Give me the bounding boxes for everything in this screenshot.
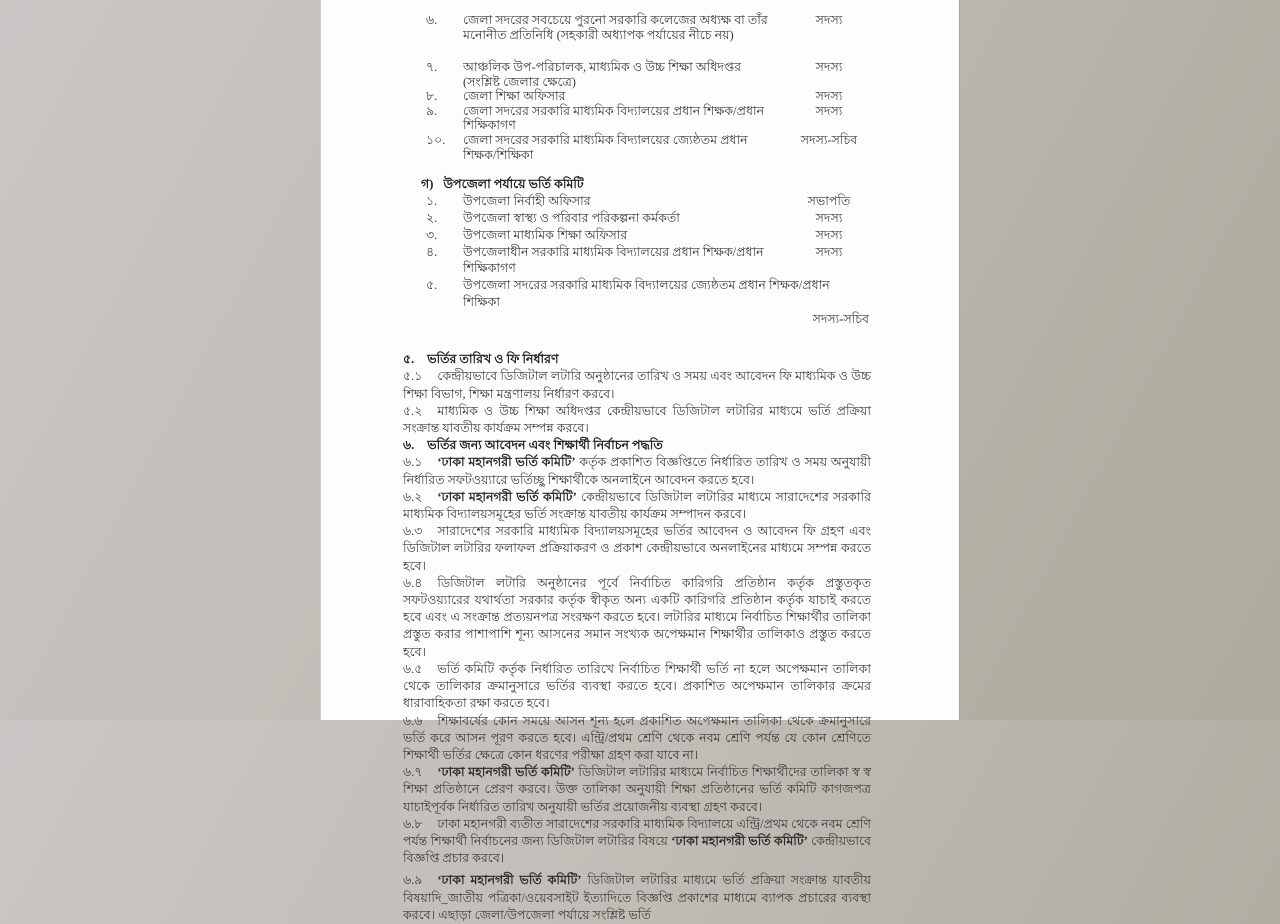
serial-number: ৮.: [426, 89, 438, 104]
clause-text: মাধ্যমিক ও উচ্চ শিক্ষা অধিদপ্তর কেন্দ্রীয়ভাবে ডিজিটাল লটারির মাধ্যমে ভর্তি প্রক্রিয়া সংক্রান্ত যাবতীয় কার্যক্রম সম্পন্ন করবে।: [403, 403, 871, 436]
member-role: সদস্য: [815, 89, 843, 104]
clause-bold-text: ‘ঢাকা মহানগরী ভর্তি কমিটি’: [437, 765, 575, 780]
section-number: ৬.: [403, 438, 415, 453]
serial-number: ৭.: [426, 60, 438, 74]
committee-row: [403, 227, 871, 244]
member-role: সদস্য: [815, 210, 843, 225]
clause-text: ভর্তি কমিটি কর্তৃক নির্ধারিত তারিখে নির্বাচিত শিক্ষার্থী ভর্তি না হলে অপেক্ষমান তালিকা থেকে তালিকার ক্রমানুসারে ভর্তির ব্যবস্থা করতে হবে। প্রকাশিত অপেক্ষমান তালিকার ক্রমের ধারাবাহিকতা রক্ষা করতে হবে।: [403, 661, 871, 711]
member-role: সভাপতি: [807, 194, 851, 209]
district-committee-tail: [403, 60, 871, 162]
clause-paragraph: [403, 713, 871, 765]
upazila-committee-list: [403, 176, 871, 327]
serial-number: ৩.: [426, 227, 438, 242]
upazila-committee-heading: [403, 176, 871, 193]
clause-number: ৬.৫: [403, 661, 423, 676]
document-page: [320, 0, 960, 922]
member-role: সদস্য: [815, 227, 843, 242]
clause-paragraph: [403, 764, 871, 816]
member-role: সদস্য: [815, 13, 843, 27]
clause-number: ৬.৪: [403, 575, 423, 590]
clause-number: ৬.৩: [403, 524, 423, 539]
clause-number: ৬.২: [403, 489, 423, 504]
clause-number: ৬.৭: [403, 765, 423, 780]
clause-text: ডিজিটাল লটারির মাধ্যমে ভর্তি প্রক্রিয়া সংক্রান্ত যাবতীয় বিষয়াদি_জাতীয় পত্রিকা/ওয়েবসাইট ইত্যাদিতে বিজ্ঞপ্তি প্রকাশের মাধ্যমে ব্যাপক প্রচারের ব্যবস্থা করবে। এছাড়া জেলা/উপজেলা পর্যায়ে সংশ্লিষ্ট ভর্তি: [403, 873, 871, 922]
clause-text: শিক্ষাবর্ষের কোন সময়ে আসন শূন্য হলে প্রকাশিত অপেক্ষমান তালিকা থেকে ক্রমানুসারে ভর্তি করে আসন পূরণ করতে হবে। এন্ট্রি/প্রথম শ্রেণি থেকে নবম শ্রেণি পর্যন্ত যে কোন শ্রেণিতে শিক্ষার্থী ভর্তির ক্ষেত্রে কোন ধরণের পরীক্ষা গ্রহণ করা যাবে না।: [403, 713, 871, 762]
clause-text: কেন্দ্রীয়ভাবে ডিজিটাল লটারি অনুষ্ঠানের তারিখ ও সময় এবং আবেদন ফি মাধ্যমিক ও উচ্চ শিক্ষা বিভাগ, শিক্ষা মন্ত্রণালয় নির্ধারণ করবে।: [403, 369, 871, 401]
committee-row: [403, 193, 871, 210]
clause-bold-text: ‘ঢাকা মহানগরী ভর্তি কমিটি’: [437, 455, 576, 470]
heading-number: গ): [421, 177, 434, 192]
member-title: উপজেলা মাধ্যমিক শিক্ষা অফিসার: [463, 227, 628, 242]
committee-row: [403, 89, 871, 104]
committee-row: [403, 277, 871, 311]
clause-bold-text: ‘ঢাকা মহানগরী ভর্তি কমিটি’: [671, 833, 808, 848]
clause-paragraph: [403, 403, 871, 437]
clause-paragraph: [403, 489, 871, 523]
clause-text: কেন্দ্রীয়ভাবে ডিজিটাল লটারির মাধ্যমে সারাদেশের সরকারি মাধ্যমিক বিদ্যালয়সমূহের ভর্তি সংক্রান্ত যাবতীয় কার্যক্রম সম্পাদন করবে।: [403, 489, 871, 522]
member-title: জেলা সদরের সরকারি মাধ্যমিক বিদ্যালয়ের প্রধান শিক্ষক/প্রধান শিক্ষিকাগণ: [463, 103, 765, 133]
serial-number: ১.: [426, 194, 438, 209]
member-title: জেলা সদরের সবচেয়ে পুরনো সরকারি কলেজের অধ্যক্ষ বা তাঁর মনোনীত প্রতিনিধি (সহকারী অধ্যাপক পর্যায়ের নীচে নয়): [463, 13, 768, 42]
heading-text: উপজেলা পর্যায়ে ভর্তি কমিটি: [443, 177, 584, 192]
section-title: ভর্তির জন্য আবেদন এবং শিক্ষার্থী নির্বাচন পদ্ধতি: [427, 438, 663, 453]
serial-number: ৫.: [426, 278, 438, 293]
member-role: সদস্য-সচিব: [812, 311, 869, 326]
member-title: উপজেলাধীন সরকারি মাধ্যমিক বিদ্যালয়ের প্রধান শিক্ষক/প্রধান শিক্ষিকাগণ: [463, 244, 764, 276]
clause-paragraph: [403, 575, 871, 661]
member-title: উপজেলা সদরের সরকারি মাধ্যমিক বিদ্যালয়ের জ্যেষ্ঠতম প্রধান শিক্ষক/প্রধান শিক্ষিকা: [463, 278, 830, 309]
clause-text: ডিজিটাল লটারির মাধ্যমে নির্বাচিত শিক্ষার্থীদের তালিকা স্ব স্ব শিক্ষা প্রতিষ্ঠানে প্রেরণ করবে। উক্ত তালিকা অনুযায়ী শিক্ষা প্রতিষ্ঠানের ভর্তি কমিটি কাগজপত্র যাচাইপূর্বক নির্ধারিত তারিখ অনুযায়ী ভর্তির প্রয়োজনীয় ব্যবস্থা গ্রহণ করবে।: [403, 765, 871, 814]
clause-text: ডিজিটাল লটারি অনুষ্ঠানের পূর্বে নির্বাচিত কারিগরি প্রতিষ্ঠান কর্তৃক প্রস্তুতকৃত সফটওয়্যারের যথার্থতা সরকার কর্তৃক স্বীকৃত অন্য একটি কারিগরি প্রতিষ্ঠান কর্তৃক যাচাই করতে হবে এবং এ সংক্রান্ত প্রত্যয়নপত্র সংরক্ষণ করতে হবে। লটারির মাধ্যমে নির্বাচিত শিক্ষার্থীর তালিকা প্রস্তুত করার পাশাপাশি শূন্য আসনের সমান সংখ্যক অপেক্ষমান শিক্ষার্থীর তালিকাও প্রস্তুত করতে হবে।: [403, 575, 871, 659]
member-role: সদস্য-সচিব: [800, 132, 858, 147]
clause-text: ঢাকা মহানগরী ব্যতীত সারাদেশের সরকারি মাধ্যমিক বিদ্যালয়ে এন্ট্রি/প্রথম থেকে নবম শ্রেণি পর্যন্ত শিক্ষার্থী নির্বাচনের জন্য ডিজিটাল লটারির বিষয়ে: [403, 816, 871, 848]
section-title: ভর্তির তারিখ ও ফি নির্ধারণ: [427, 352, 559, 367]
serial-number: ৯.: [426, 103, 438, 118]
clause-paragraph: [403, 816, 871, 868]
clause-bold-text: ‘ঢাকা মহানগরী ভর্তি কমিটি’: [437, 489, 577, 504]
clause-text: সারাদেশের সরকারি মাধ্যমিক বিদ্যালয়সমূহের ভর্তির আবেদন ও আবেদন ফি গ্রহণ এবং ডিজিটাল লটারির ফলাফল প্রক্রিয়াকরণ ও প্রকাশ কেন্দ্রীয়ভাবে অনলাইনের মাধ্যমে সম্পন্ন করতে হবে।: [403, 524, 871, 573]
clause-paragraph: [403, 454, 871, 488]
clause-paragraph: [403, 661, 871, 713]
member-title: আঞ্চলিক উপ-পরিচালক, মাধ্যমিক ও উচ্চ শিক্ষা অধিদপ্তর (সংশ্লিষ্ট জেলার ক্ষেত্রে): [463, 60, 742, 89]
serial-number: ৪.: [426, 244, 438, 259]
spacer: [403, 43, 871, 60]
clause-number: ৬.৮: [403, 816, 423, 831]
member-title: উপজেলা স্বাস্থ্য ও পরিবার পরিকল্পনা কর্মকর্তা: [463, 210, 680, 225]
committee-row: [403, 210, 871, 227]
committee-row: [403, 104, 871, 133]
serial-number: ৬.: [426, 13, 438, 27]
clause-paragraph: [403, 872, 871, 924]
section5-heading: [403, 351, 871, 368]
clause-text: কর্তৃক প্রকাশিত বিজ্ঞপ্তিতে নির্ধারিত তারিখ ও সময় অনুযায়ী নির্ধারিত সফটওয়্যারে ভর্তিচ্ছু শিক্ষার্থীকে অনলাইনে আবেদন করতে হবে।: [403, 455, 871, 487]
committee-row: [403, 133, 871, 162]
page-content: [321, 0, 959, 924]
section6-heading: [403, 437, 871, 454]
member-role: সদস্য: [815, 244, 843, 259]
section-number: ৫.: [403, 352, 415, 367]
clause-number: ৫.১: [403, 369, 423, 384]
clause-paragraph: [403, 368, 871, 402]
member-title: জেলা সদরের সরকারি মাধ্যমিক বিদ্যালয়ের জ্যেষ্ঠতম প্রধান শিক্ষক/শিক্ষিকা: [463, 132, 748, 162]
clause-number: ৬.৬: [403, 713, 423, 728]
committee-row: [403, 60, 871, 89]
district-committee-list: [403, 13, 871, 162]
member-role: সদস্য: [815, 60, 843, 74]
committee-row: [403, 13, 871, 43]
member-role: সদস্য: [815, 103, 843, 118]
serial-number: ২.: [426, 210, 438, 225]
clause-bold-text: ‘ঢাকা মহানগরী ভর্তি কমিটি’: [437, 873, 582, 888]
member-title: উপজেলা নির্বাহী অফিসার: [463, 194, 591, 209]
clause-number: ৬.১: [403, 455, 423, 470]
member-title: জেলা শিক্ষা অফিসার: [463, 89, 566, 104]
clause-paragraph: [403, 523, 871, 575]
committee-row: [403, 244, 871, 278]
clause-number: ৫.২: [403, 403, 423, 418]
serial-number: ১০.: [426, 132, 446, 147]
clause-number: ৬.৯: [403, 873, 423, 888]
clause-text: কেন্দ্রীয়ভাবে বিজ্ঞপ্তি প্রচার করবে।: [403, 833, 871, 866]
